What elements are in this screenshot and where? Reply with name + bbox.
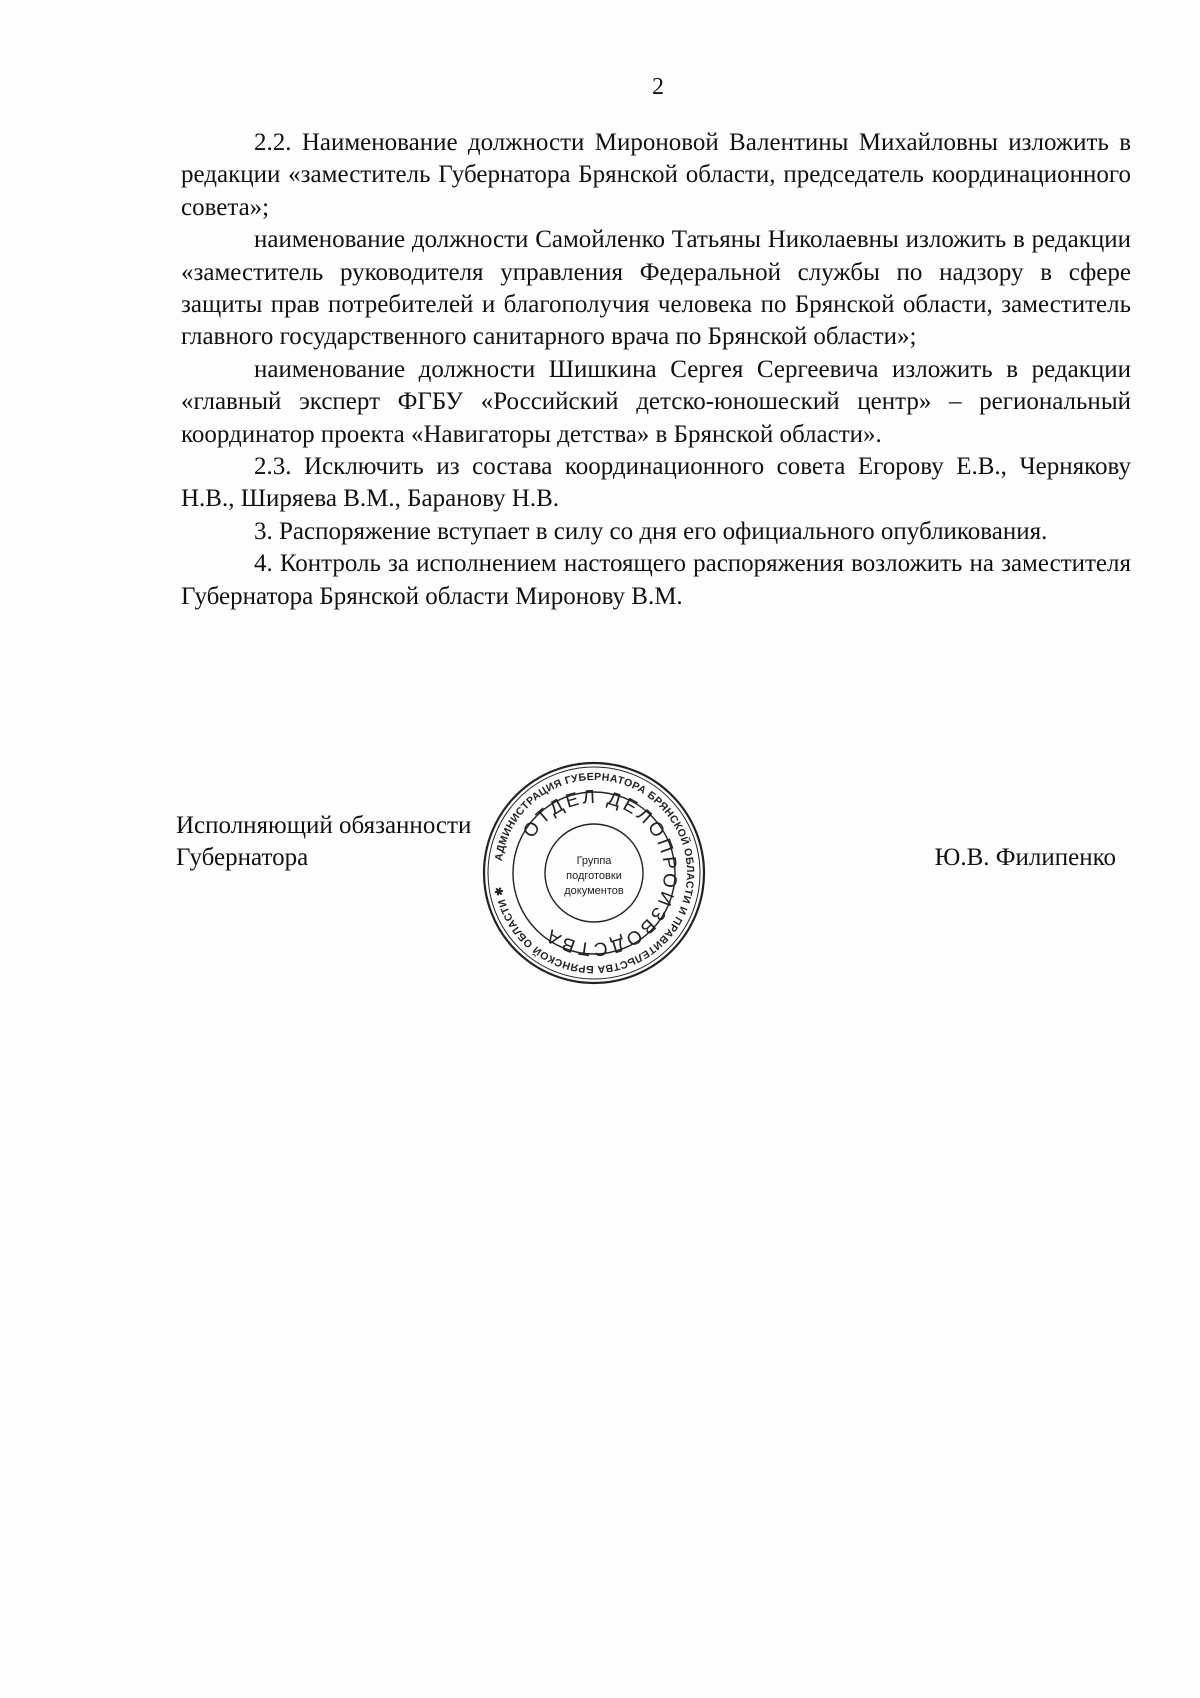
stamp-center-line3: документов [564, 885, 624, 897]
stamp-inner-text: ОТДЕЛ ДЕЛОПРОИЗВОДСТВА [519, 786, 681, 960]
signatory-name: Ю.В. Филипенко [934, 844, 1116, 871]
signatory-title [176, 810, 471, 874]
paragraph-2-3: 2.3. Исключить из состава координационного совета Егорову Е.В., Чернякову Н.В., Ширяева В.М., Баранову Н.В. [181, 453, 1131, 513]
stamp-center-line2: подготовки [566, 870, 622, 882]
paragraph-4: 4. Контроль за исполнением настоящего распоряжения возложить на заместителя Губернатора Брянской области Миронову В.М. [181, 550, 1131, 610]
signatory-title-line1: Исполняющий обязанности [176, 812, 472, 839]
stamp-outer-text: АДМИНИСТРАЦИЯ ГУБЕРНАТОРА БРЯНСКОЙ ОБЛАСТИ И ПРАВИТЕЛЬСТВА БРЯНСКОЙ ОБЛАСТИ ✱ [492, 770, 697, 976]
paragraph-2-2: 2.2. Наименование должности Мироновой Валентины Михайловны изложить в редакции «заместитель Губернатора Брянской области, председатель координационного совета»; [181, 129, 1131, 221]
stamp-center-line1: Группа [576, 855, 612, 867]
page-number: 2 [652, 74, 664, 100]
paragraph-3: 3. Распоряжение вступает в силу со дня его официального опубликования. [254, 517, 1048, 545]
paragraph-shishkin: наименование должности Шишкина Сергея Сергеевича изложить в редакции «главный эксперт ФГБУ «Российский детско-юношеский центр» – региональный координатор проекта «Навигаторы детства» в Брянской области». [181, 355, 1131, 448]
document-body [181, 127, 1131, 613]
signatory-title-line2: Губернатора [176, 844, 309, 871]
official-stamp [481, 760, 707, 986]
paragraph-samoilenko: наименование должности Самойленко Татьяны Николаевны изложить в редакции «заместитель руководителя управления Федеральной службы по надзору в сфере защиты прав потребителей и благополучия человека по Брянской области, заместитель главного государственного санитарного врача по Брянской области»; [181, 226, 1131, 351]
